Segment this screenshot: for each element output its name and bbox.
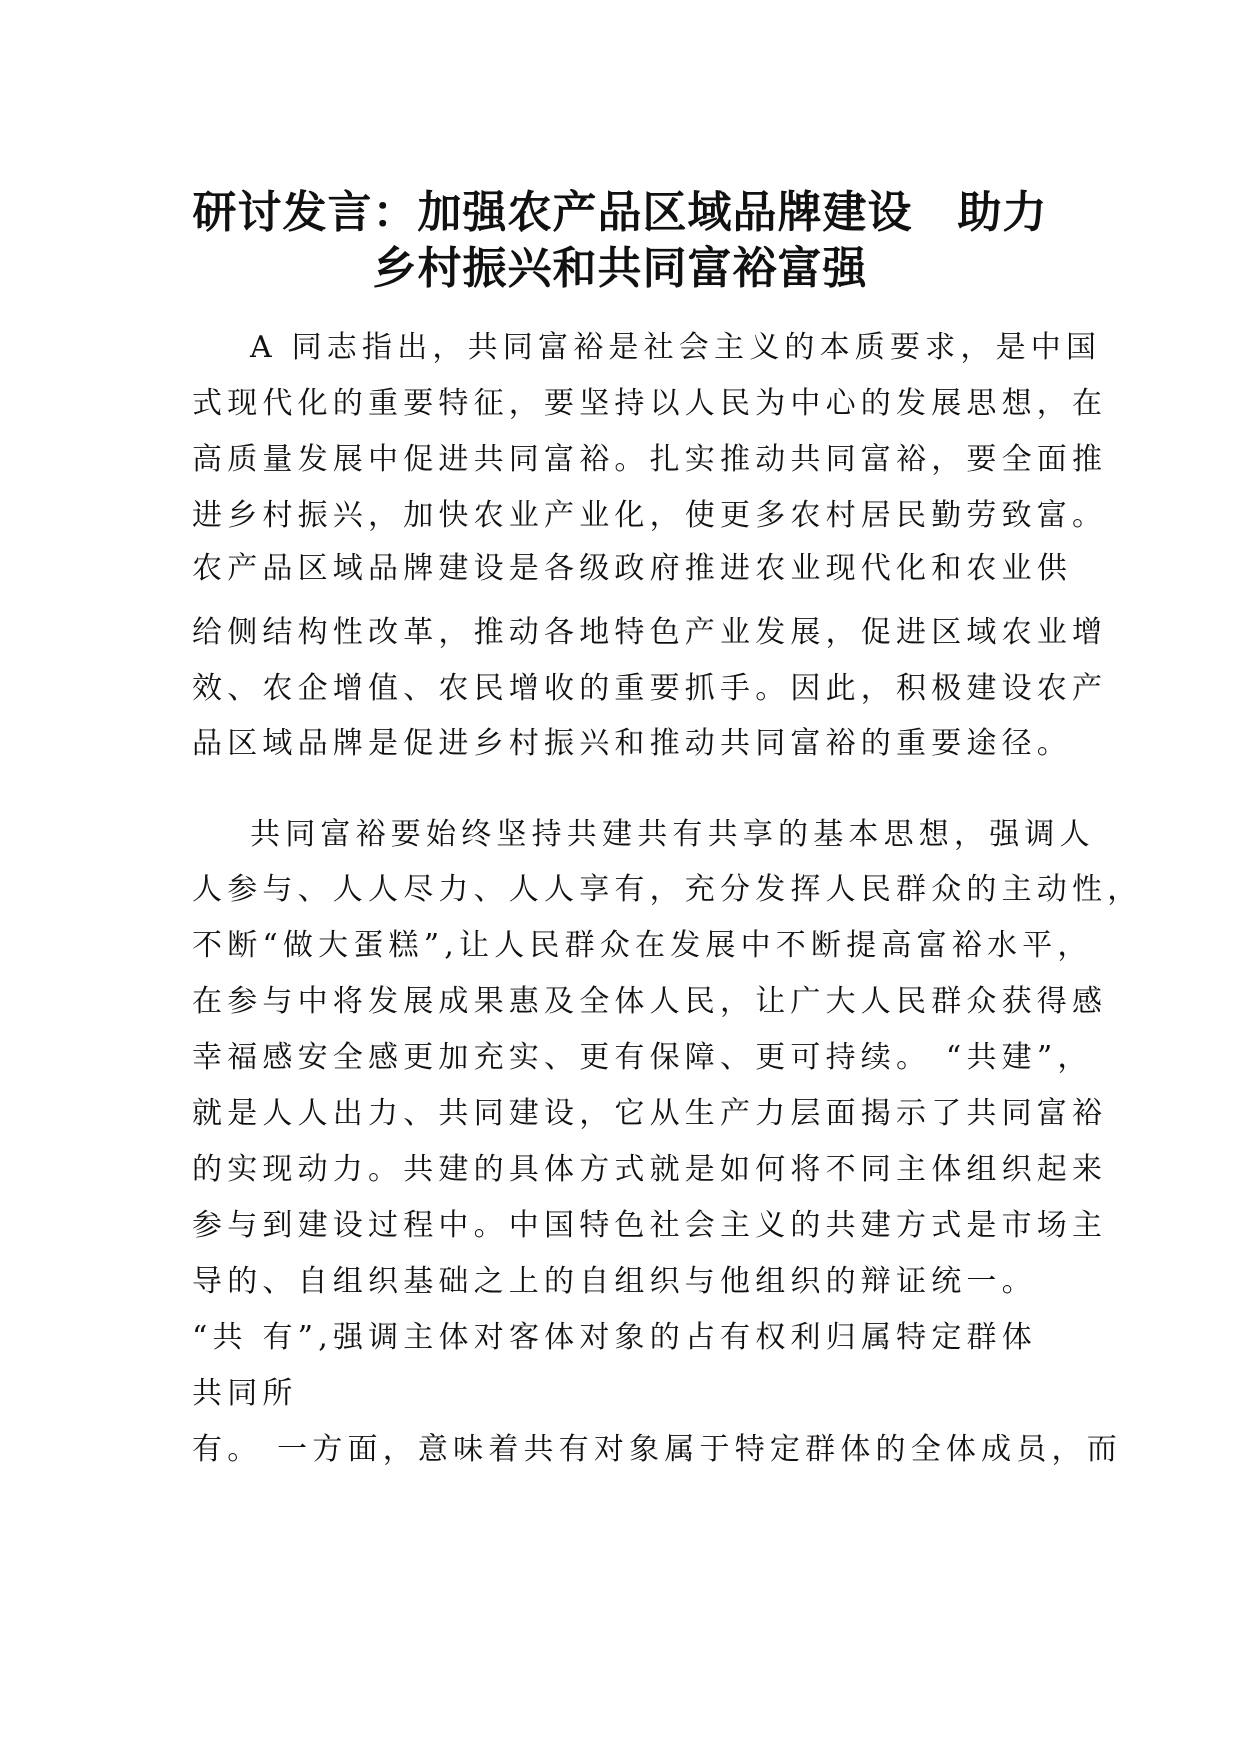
paragraph-2-line-2: 人参与、人人尽力、人人享有，充分发挥人民群众的主动性， [192,872,1143,907]
paragraph-2-line-5: 幸福感安全感更加充实、更有保障、更可持续。 “共建”， [192,1040,1093,1075]
paragraph-1-line-6: 给侧结构性改革，推动各地特色产业发展，促进区域农业增 [192,615,1108,650]
paragraph-2-line-6: 就是人人出力、共同建设，它从生产力层面揭示了共同富裕 [192,1096,1108,1131]
paragraph-1-line-8: 品区域品牌是促进乡村振兴和推动共同富裕的重要途径。 [192,726,1072,761]
paragraph-1-line-2: 式现代化的重要特征，要坚持以人民为中心的发展思想，在 [192,386,1108,421]
paragraph-1-line-5: 农产品区域品牌建设是各级政府推进农业现代化和农业供 [192,551,1072,586]
paragraph-2-line-4: 在参与中将发展成果惠及全体人民，让广大人民群众获得感 [192,984,1108,1019]
paragraph-2-line-7: 的实现动力。共建的具体方式就是如何将不同主体组织起来 [192,1152,1108,1187]
paragraph-2-line-10: “共 有”,强调主体对客体对象的占有权利归属特定群体 [192,1320,1037,1355]
paragraph-2-line-9: 导的、自组织基础之上的自组织与他组织的辩证统一。 [192,1264,1037,1299]
paragraph-2-line-1: 共同富裕要始终坚持共建共有共享的基本思想，强调人 [250,817,1095,852]
paragraph-1-line-4: 进乡村振兴，加快农业产业化，使更多农村居民勤劳致富。 [192,498,1108,533]
paragraph-2-line-8: 参与到建设过程中。中国特色社会主义的共建方式是市场主 [192,1208,1108,1243]
document-title-line-1: 研讨发言：加强农产品区域品牌建设 助力 [192,187,1048,238]
paragraph-1-line-7: 效、农企增值、农民增收的重要抓手。因此，积极建设农产 [192,671,1108,706]
paragraph-2-line-11: 共同所 [192,1376,298,1411]
document-title-line-2: 乡村振兴和共同富裕富强 [372,243,868,294]
paragraph-2-line-12: 有。 一方面，意味着共有对象属于特定群体的全体成员，而 [192,1432,1122,1467]
paragraph-1-line-1: A 同志指出，共同富裕是社会主义的本质要求，是中国 [250,330,1102,365]
paragraph-2-line-3: 不断“做大蛋糕”,让人民群众在发展中不断提高富裕水平， [192,928,1093,963]
paragraph-1-line-3: 高质量发展中促进共同富裕。扎实推动共同富裕，要全面推 [192,442,1108,477]
